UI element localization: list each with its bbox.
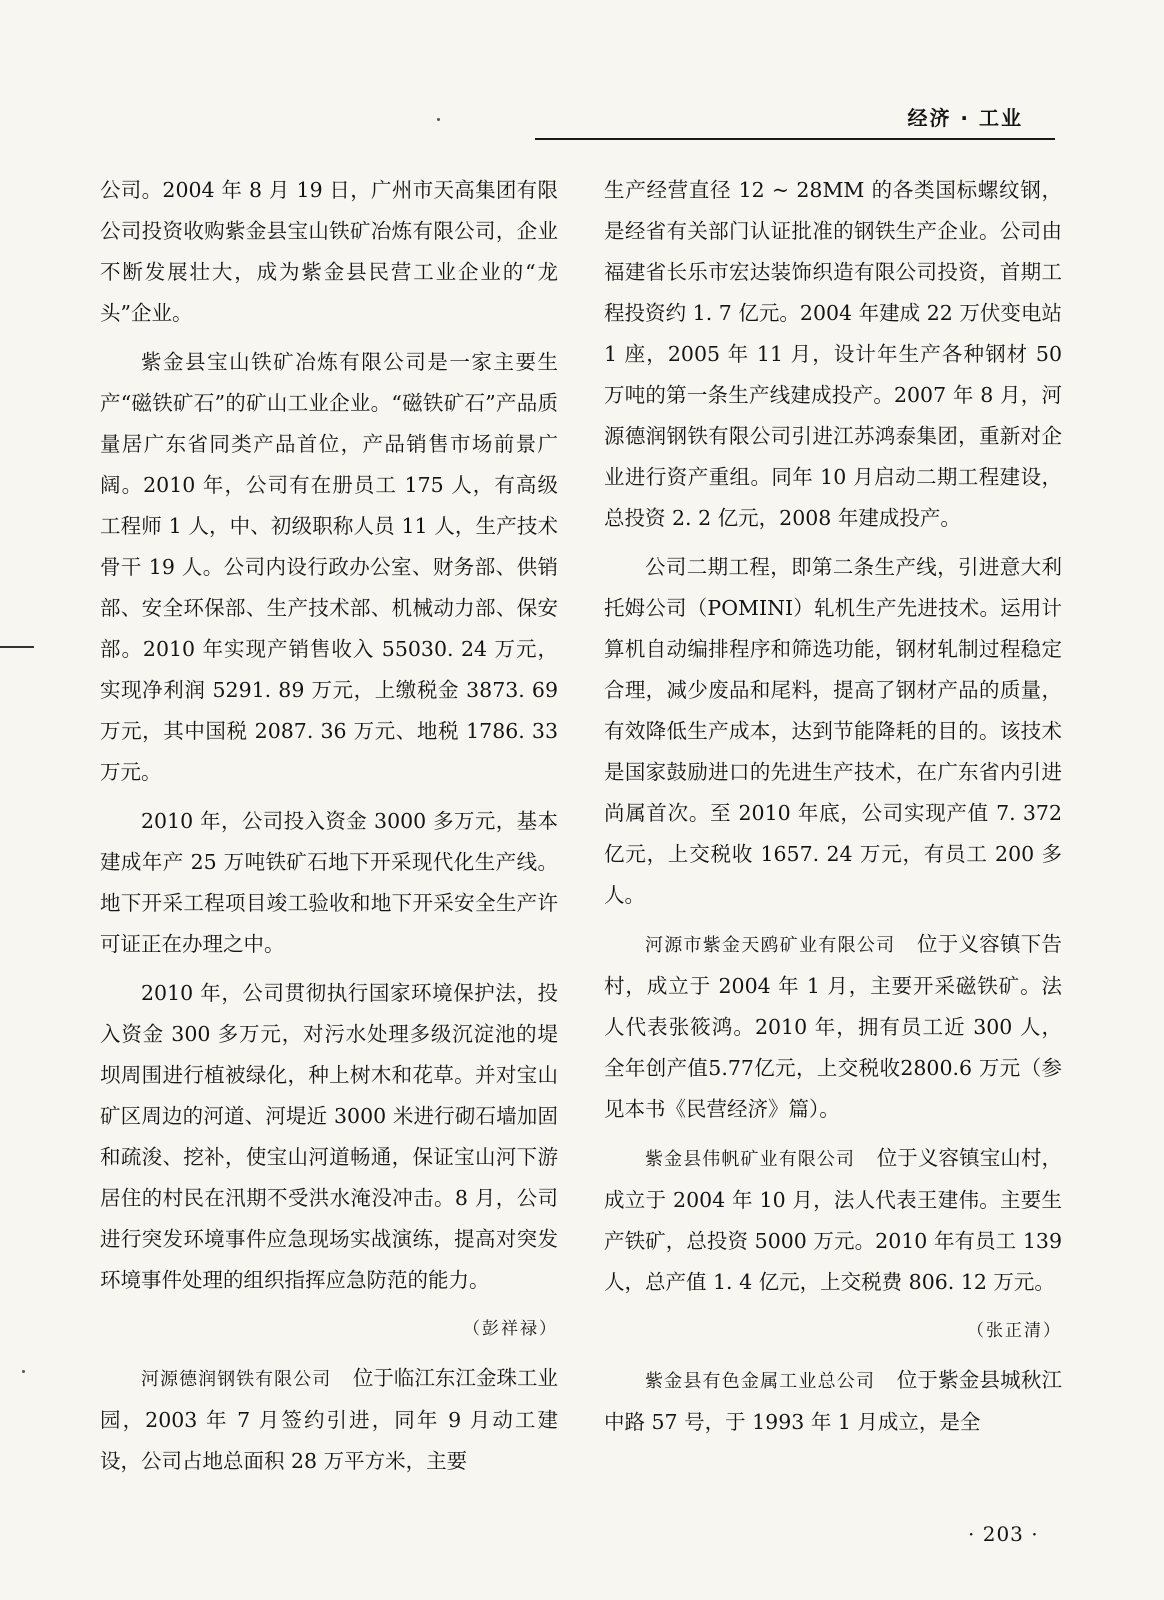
entry-text: 位于义容镇下告村，成立于 2004 年 1 月，主要开采磁铁矿。法人代表张筱鸿。2010 年，拥有员工近 300 人，全年创产值5.77亿元，上交税收2800.6 万元（参见本书《民营经济》篇）。 [604,932,1063,1121]
paragraph: 公司。2004 年 8 月 19 日，广州市天高集团有限公司投资收购紫金县宝山铁矿冶炼有限公司，企业不断发展壮大，成为紫金县民营工业企业的“龙头”企业。 [100,178,558,325]
section-header [535,92,1055,140]
entry-text: 位于临江东江金珠工业园，2003 年 7 月签约引进，同年 9 月动工建设，公司占地总面积 28 万平方米，主要 [100,1366,559,1473]
entry-paragraph [604,924,1062,1130]
author-credit: （张正清） [967,1321,1062,1341]
entry-title: 紫金县有色金属工业总公司 [645,1371,876,1392]
paragraph: 2010 年，公司贯彻执行国家环境保护法，投入资金 300 多万元，对污水处理多级沉淀池的堤坝周围进行植被绿化，种上树木和花草。并对宝山矿区周边的河道、河堤近 3000 米进行砌石墙加固和疏浚、挖补，使宝山河道畅通，保证宝山河下游居住的村民在汛期不受洪水淹没冲击。8 月，公司进行突发环境事件应急现场实战演练，提高对突发环境事件处理的组织指挥应急防范的能力。 [100,981,558,1292]
scan-speck [437,118,440,121]
entry-text: 位于紫金县城秋江中路 57 号，于 1993 年 1 月成立，是全 [604,1368,1063,1434]
margin-mark [0,646,34,648]
entry-title: 河源市紫金天鸥矿业有限公司 [645,935,896,956]
entry-paragraph [604,1138,1062,1303]
section-title: 经济 · 工业 [907,106,1023,130]
paragraph: 公司二期工程，即第二条生产线，引进意大利托姆公司（POMINI）轧机生产先进技术。运用计算机自动编排程序和筛选功能，钢材轧制过程稳定合理，减少废品和尾料，提高了钢材产品的质量，有效降低生产成本，达到节能降耗的目的。该技术是国家鼓励进口的先进生产技术，在广东省内引进尚属首次。至 2010 年底，公司实现产值 7. 372 亿元，上交税收 1657. 24 万元，有员工 200 多人。 [604,555,1062,907]
author-credit: （彭祥禄） [463,1319,558,1339]
page-number: · 203 · [968,1522,1039,1546]
left-column [100,170,558,1490]
paragraph: 紫金县宝山铁矿冶炼有限公司是一家主要生产“磁铁矿石”的矿山工业企业。“磁铁矿石”产品质量居广东省同类产品首位，产品销售市场前景广阔。2010 年，公司有在册员工 175 人，有高级工程师 1 人，中、初级职称人员 11 人，生产技术骨干 19 人。公司内设行政办公室、财务部、供销部、安全环保部、生产技术部、机械动力部、保安部。2010 年实现产销售收入 55030. 24 万元，实现净利润 5291. 89 万元，上缴税金 3873. 69 万元，其中国税 2087. 36 万元、地税 1786. 33 万元。 [100,350,558,784]
right-column [604,170,1062,1451]
paragraph: 生产经营直径 12 ~ 28MM 的各类国标螺纹钢，是经省有关部门认证批准的钢铁生产企业。公司由福建省长乐市宏达装饰织造有限公司投资，首期工程投资约 1. 7 亿元。2004 年建成 22 万伏变电站 1 座，2005 年 11 月，设计年生产各种钢材 50 万吨的第一条生产线建成投产。2007 年 8 月，河源德润钢铁有限公司引进江苏鸿泰集团，重新对企业进行资产重组。同年 10 月启动二期工程建设，总投资 2. 2 亿元，2008 年建成投产。 [604,178,1062,530]
entry-paragraph [604,1360,1062,1443]
scan-speck [22,1370,25,1373]
entry-paragraph [100,1358,558,1482]
paragraph: 2010 年，公司投入资金 3000 多万元，基本建成年产 25 万吨铁矿石地下开采现代化生产线。地下开采工程项目竣工验收和地下开采安全生产许可证正在办理之中。 [100,809,558,956]
entry-text: 位于义容镇宝山村，成立于 2004 年 10 月，法人代表王建伟。主要生产铁矿，总投资 5000 万元。2010 年有员工 139 人，总产值 1. 4 亿元，上交税费 806. 12 万元。 [604,1146,1063,1294]
entry-title: 河源德润钢铁有限公司 [141,1369,332,1390]
entry-title: 紫金县伟帆矿业有限公司 [645,1149,856,1170]
